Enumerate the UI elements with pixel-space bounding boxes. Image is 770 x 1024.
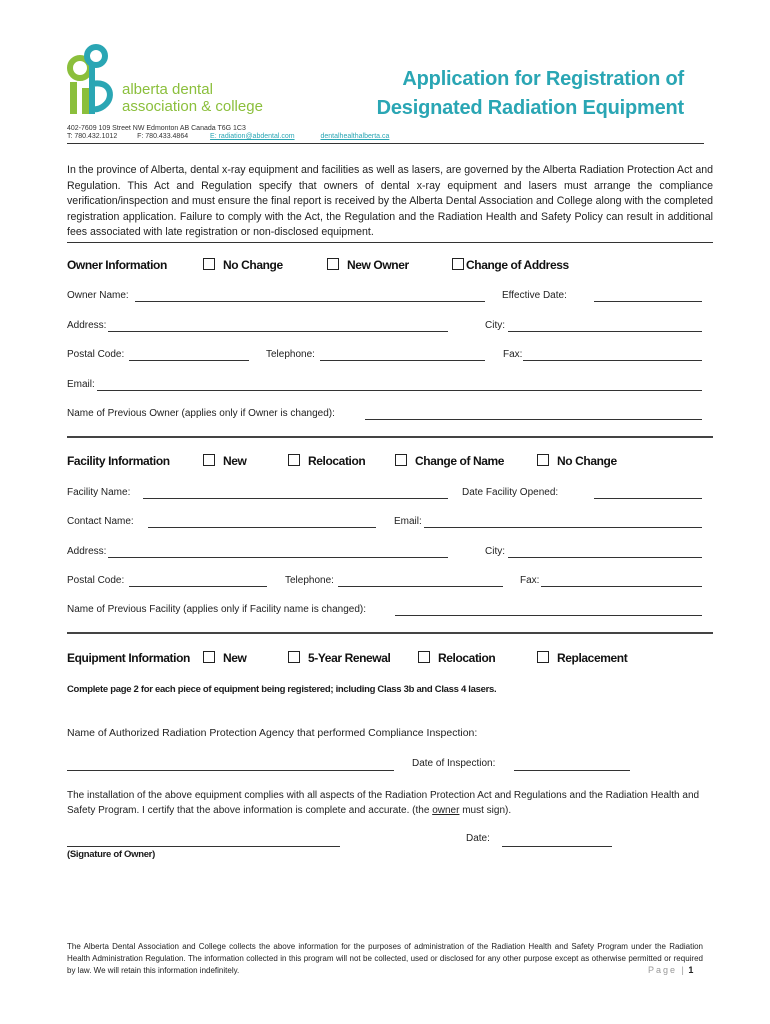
owner-city-label: City: bbox=[485, 320, 505, 331]
option-label: New Owner bbox=[347, 258, 409, 272]
facility-postal-field[interactable] bbox=[129, 585, 267, 587]
previous-facility-label: Name of Previous Facility (applies only if Facility name is changed): bbox=[67, 604, 367, 615]
option-label: New bbox=[223, 651, 247, 665]
effective-date-field[interactable] bbox=[594, 300, 702, 302]
owner-telephone-field[interactable] bbox=[320, 359, 485, 361]
facility-telephone-label: Telephone: bbox=[285, 575, 334, 586]
org-line-1: alberta dental bbox=[122, 81, 213, 98]
owner-option-change-address[interactable] bbox=[452, 258, 569, 272]
checkbox[interactable] bbox=[203, 651, 215, 663]
option-label: Change of Address bbox=[466, 258, 569, 272]
facility-name-field[interactable] bbox=[143, 497, 448, 499]
signature-field[interactable] bbox=[67, 845, 340, 847]
contact-name-label: Contact Name: bbox=[67, 516, 134, 527]
option-label: New bbox=[223, 454, 247, 468]
owner-fax-label: Fax: bbox=[503, 349, 523, 360]
checkbox[interactable] bbox=[288, 651, 300, 663]
equipment-option-renewal[interactable] bbox=[288, 651, 390, 665]
previous-facility-field[interactable] bbox=[395, 614, 702, 616]
facility-address-field[interactable] bbox=[108, 556, 448, 558]
owner-email-field[interactable] bbox=[97, 389, 702, 391]
facility-telephone-field[interactable] bbox=[338, 585, 503, 587]
option-label: Relocation bbox=[308, 454, 366, 468]
owner-option-no-change[interactable] bbox=[203, 258, 283, 272]
agency-label: Name of Authorized Radiation Protection Agency that performed Compliance Inspection: bbox=[67, 727, 478, 739]
option-label: No Change bbox=[223, 258, 283, 272]
checkbox[interactable] bbox=[203, 258, 215, 270]
certify-text-end: must sign). bbox=[459, 805, 512, 816]
facility-address-label: Address: bbox=[67, 546, 107, 557]
checkbox[interactable] bbox=[288, 454, 300, 466]
owner-city-field[interactable] bbox=[508, 330, 702, 332]
privacy-notice: The Alberta Dental Association and College collects the above information for the purposes of administration of the Radiation Health and Safety Program under the Radiation Health Administration Regulation. The information collected in this program will not be collected, used or disclosed for any other purpose except as otherwise permitted or required by law. We will retain this information indefinitely. bbox=[67, 942, 703, 975]
signature-date-label: Date: bbox=[466, 833, 490, 844]
checkbox[interactable] bbox=[418, 651, 430, 663]
owner-name-label: Owner Name: bbox=[67, 290, 129, 301]
facility-option-relocation[interactable] bbox=[288, 454, 365, 468]
facility-city-field[interactable] bbox=[508, 556, 702, 558]
owner-email-label: Email: bbox=[67, 379, 95, 390]
page-word: Page bbox=[648, 965, 678, 975]
title-line-2: Designated Radiation Equipment bbox=[376, 97, 684, 119]
facility-name-label: Facility Name: bbox=[67, 487, 131, 498]
equipment-option-relocation[interactable] bbox=[418, 651, 495, 665]
certify-text-start: The installation of the above equipment complies with all aspects of the Radiation Protection Act and Regulations and the Radiation Health and Safety Program. I certify that the above information is complete and accurate. (the bbox=[67, 790, 700, 816]
equipment-note: Complete page 2 for each piece of equipment being registered; including Class 3b and Class 4 lasers. bbox=[67, 684, 497, 695]
contact-block bbox=[67, 125, 467, 141]
equipment-option-new[interactable] bbox=[203, 651, 246, 665]
certify-owner-word: owner bbox=[432, 805, 460, 816]
option-label: 5-Year Renewal bbox=[308, 651, 391, 665]
facility-option-no-change[interactable] bbox=[537, 454, 617, 468]
checkbox[interactable] bbox=[452, 258, 464, 270]
facility-heading: Facility Information bbox=[67, 454, 170, 468]
facility-fax-label: Fax: bbox=[520, 575, 540, 586]
owner-divider bbox=[67, 436, 713, 438]
street-address: 402-7609 109 Street NW Edmonton AB Canada T6G 1C3 bbox=[67, 125, 246, 132]
phone-number: T: 780.432.1012 bbox=[67, 133, 118, 140]
facility-option-change-name[interactable] bbox=[395, 454, 504, 468]
checkbox[interactable] bbox=[327, 258, 339, 270]
option-label: Relocation bbox=[438, 651, 496, 665]
option-label: Change of Name bbox=[415, 454, 505, 468]
org-line-2: association & college bbox=[122, 98, 263, 115]
owner-name-field[interactable] bbox=[135, 300, 485, 302]
facility-postal-label: Postal Code: bbox=[67, 575, 125, 586]
org-name bbox=[122, 81, 282, 115]
facility-fax-field[interactable] bbox=[541, 585, 702, 587]
agency-field[interactable] bbox=[67, 769, 394, 771]
option-label: No Change bbox=[557, 454, 617, 468]
fax-number: F: 780.433.4864 bbox=[137, 133, 189, 140]
checkbox[interactable] bbox=[203, 454, 215, 466]
email-link[interactable]: E: radiation@abdental.com bbox=[210, 133, 295, 140]
inspection-date-label: Date of Inspection: bbox=[412, 758, 496, 769]
checkbox[interactable] bbox=[537, 454, 549, 466]
page-num: 1 bbox=[688, 965, 694, 975]
facility-email-field[interactable] bbox=[424, 526, 702, 528]
website-link[interactable]: dentalhealthalberta.ca bbox=[320, 133, 390, 140]
previous-owner-label: Name of Previous Owner (applies only if Owner is changed): bbox=[67, 408, 335, 419]
owner-postal-field[interactable] bbox=[129, 359, 249, 361]
previous-owner-field[interactable] bbox=[365, 418, 702, 420]
facility-divider bbox=[67, 632, 713, 634]
header-divider bbox=[67, 143, 704, 144]
inspection-date-field[interactable] bbox=[514, 769, 630, 771]
intro-divider bbox=[67, 242, 713, 243]
checkbox[interactable] bbox=[395, 454, 407, 466]
date-opened-label: Date Facility Opened: bbox=[462, 487, 559, 498]
date-opened-field[interactable] bbox=[594, 497, 702, 499]
owner-telephone-label: Telephone: bbox=[266, 349, 315, 360]
intro-paragraph: In the province of Alberta, dental x-ray equipment and facilities as well as lasers, are governed by the Alberta Radiation Protection Act and Regulation. This Act and Regulation specify that owners of dental x-ray equipment and lasers must arrange the compliance verification/inspection and must ensure the final report is received by the Alberta Dental Association and College along with the completed registration application. Failure to comply with the Act, the Regulation and the Radiation Health and Safety Policy can result in additional fees associated with late registration or non-disclosed equipment. bbox=[67, 164, 713, 238]
form-title bbox=[330, 65, 684, 123]
title-line-1: Application for Registration of bbox=[402, 68, 684, 90]
owner-address-field[interactable] bbox=[108, 330, 448, 332]
equipment-option-replacement[interactable] bbox=[537, 651, 627, 665]
logo bbox=[66, 44, 118, 116]
certification-text bbox=[67, 788, 713, 818]
signature-label: (Signature of Owner) bbox=[67, 849, 155, 860]
owner-option-new-owner[interactable] bbox=[327, 258, 409, 272]
owner-fax-field[interactable] bbox=[523, 359, 702, 361]
equipment-heading: Equipment Information bbox=[67, 651, 190, 665]
page-number: Page | 1 bbox=[648, 965, 694, 975]
facility-email-label: Email: bbox=[394, 516, 422, 527]
checkbox[interactable] bbox=[537, 651, 549, 663]
owner-address-label: Address: bbox=[67, 320, 107, 331]
facility-option-new[interactable] bbox=[203, 454, 246, 468]
owner-postal-label: Postal Code: bbox=[67, 349, 125, 360]
option-label: Replacement bbox=[557, 651, 628, 665]
facility-city-label: City: bbox=[485, 546, 505, 557]
owner-heading: Owner Information bbox=[67, 258, 167, 272]
signature-date-field[interactable] bbox=[502, 845, 612, 847]
effective-date-label: Effective Date: bbox=[502, 290, 567, 301]
contact-name-field[interactable] bbox=[148, 526, 376, 528]
